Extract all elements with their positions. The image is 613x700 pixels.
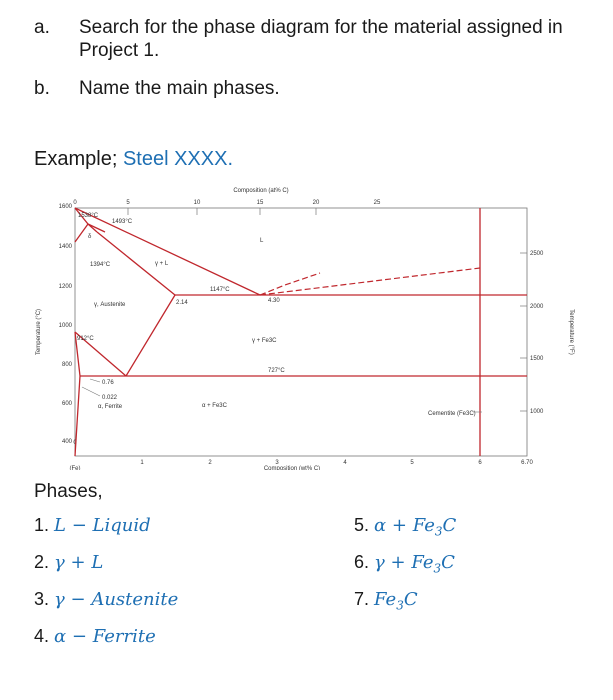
label-1147: 1147°C (210, 287, 230, 293)
phase-expression: $\alpha + Fe_3C$ (374, 515, 457, 539)
bottom-tick: 1 (140, 460, 144, 466)
left-tick: 800 (61, 362, 72, 368)
example-material: Steel XXXX. (122, 148, 233, 170)
liquidus-right (260, 268, 480, 295)
phase-expression: L − Liquid (54, 515, 151, 536)
left-axis-ticks (59, 204, 73, 445)
iron-carbon-phase-diagram (30, 180, 590, 470)
task-b-label: b. (34, 78, 50, 99)
right-tick: 1500 (530, 356, 544, 362)
bottom-tick: 6.70 (521, 460, 533, 466)
right-axis-ticks (530, 251, 544, 415)
phase-number: 5. (354, 515, 370, 535)
phase-expression: γ + L (54, 552, 104, 573)
bottom-tick: 2 (208, 460, 212, 466)
bottom-tick: 3 (275, 460, 279, 466)
right-tick: 1000 (530, 409, 544, 415)
top-tick-marks (128, 208, 316, 215)
plot-frame (75, 208, 527, 456)
task-a-label: a. (34, 17, 50, 38)
phase-item (34, 626, 156, 647)
left-axis-title: Temperature (°C) (36, 308, 42, 356)
bottom-axis-ticks (73, 440, 533, 466)
phase-expression: $Fe_3C$ (374, 589, 418, 613)
diagram-annotations (77, 213, 476, 417)
top-axis-ticks (73, 200, 381, 206)
phase-number: 7. (354, 589, 370, 609)
top-tick: 20 (312, 200, 320, 206)
right-axis-title: Temperature (°F) (568, 309, 574, 355)
left-tick: 400 (61, 439, 72, 445)
label-austenite: γ, Austenite (94, 302, 126, 308)
left-tick: 1200 (58, 284, 72, 290)
task-a-text: Search for the phase diagram for the material assigned in Project 1. (79, 17, 563, 61)
bottom-tick: 0 (73, 440, 77, 446)
top-tick: 25 (373, 200, 381, 206)
label-1394: 1394°C (90, 262, 111, 268)
label-delta: δ (88, 234, 92, 240)
top-axis-title: Composition (at% C) (233, 188, 289, 194)
phase-number: 3. (34, 589, 50, 609)
label-ferrite: α, Ferrite (98, 404, 123, 410)
phase-expression: $\gamma + Fe_3C$ (374, 552, 455, 576)
phase-number: 4. (34, 626, 50, 646)
phase-item (354, 515, 456, 539)
label-gamma-liquid: γ + L (155, 261, 169, 267)
label-0.022: 0.022 (102, 395, 118, 401)
label-0.76: 0.76 (102, 380, 114, 386)
phase-item (34, 515, 151, 536)
right-tick: 2500 (530, 251, 544, 257)
bottom-origin-label: (Fe) (69, 466, 81, 470)
phase-expression: α − Ferrite (54, 626, 156, 647)
example-line (34, 148, 233, 171)
left-tick: 1400 (58, 244, 72, 250)
phases-title: Phases, (34, 481, 103, 502)
phase-item (354, 589, 418, 613)
bottom-axis-title: Composition (wt% C) (263, 466, 321, 470)
label-912: 912°C (77, 336, 94, 342)
phase-expression: γ − Austenite (54, 589, 179, 610)
phase-number: 6. (354, 552, 370, 572)
phase-item (34, 589, 178, 610)
label-liquid: L (260, 238, 264, 244)
acm-line (126, 295, 175, 376)
top-tick: 15 (256, 200, 264, 206)
label-4.30: 4.30 (268, 298, 280, 304)
bottom-tick: 6 (478, 460, 482, 466)
leader-0.022 (82, 387, 100, 396)
delta-gamma-boundary (75, 224, 88, 242)
delta-boundary (75, 208, 97, 232)
phase-item (34, 552, 103, 573)
bottom-tick: 5 (410, 460, 414, 466)
left-tick: 1000 (58, 323, 72, 329)
top-tick: 10 (193, 200, 201, 206)
left-tick: 1600 (58, 204, 72, 210)
label-cementite: Cementite (Fe3C) (428, 411, 476, 417)
example-prefix: Example; (34, 148, 118, 170)
phase-number: 2. (34, 552, 50, 572)
bottom-tick: 4 (343, 460, 347, 466)
top-tick: 0 (73, 200, 77, 206)
ferrite-solvus (75, 332, 80, 456)
right-tick: 2000 (530, 304, 544, 310)
label-727: 727°C (268, 368, 285, 374)
label-2.14: 2.14 (176, 300, 188, 306)
left-tick: 600 (61, 401, 72, 407)
phase-boundaries (75, 208, 527, 456)
phase-number: 1. (34, 515, 50, 535)
label-alpha-fe3c: α + Fe3C (202, 403, 227, 409)
phase-item (354, 552, 455, 576)
right-tick-marks (520, 253, 527, 411)
label-1538: 1538°C (78, 213, 99, 219)
label-1493: 1493°C (112, 219, 133, 225)
label-gamma-fe3c: γ + Fe3C (252, 338, 277, 344)
top-tick: 5 (126, 200, 130, 206)
liquidus-left (75, 208, 260, 295)
task-b-text: Name the main phases. (79, 78, 280, 99)
leader-0.76 (90, 379, 100, 382)
